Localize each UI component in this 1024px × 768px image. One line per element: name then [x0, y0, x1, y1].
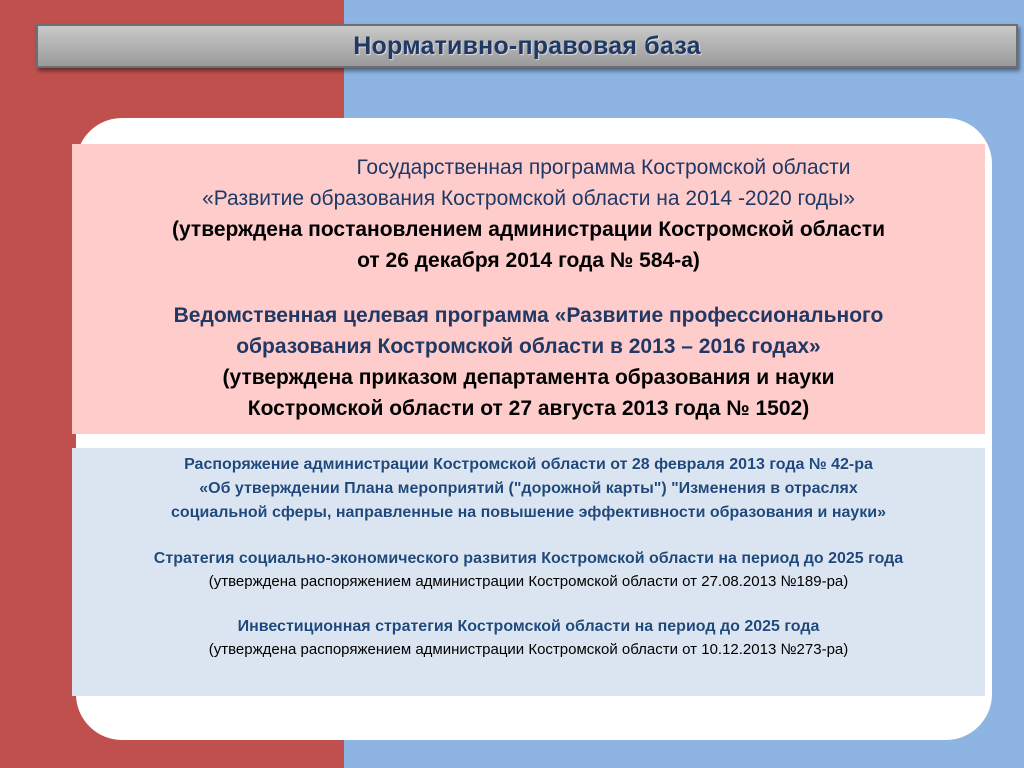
spacer [72, 525, 985, 547]
documents-box [72, 448, 985, 696]
program2-name: образования Костромской области в 2013 – 2016 годах» [236, 335, 821, 358]
slide-title: Нормативно-правовая база [353, 31, 701, 60]
doc2-title: Стратегия социально-экономического развития Костромской области на период до 2025 года [153, 550, 904, 567]
program2-approval-line1: (утверждена приказом департамента образования и науки [222, 366, 835, 389]
doc3-note: (утверждена распоряжением администрации Костромской области от 10.12.2013 №273-ра) [208, 641, 849, 658]
program2-approval-line2: Костромской области от 27 августа 2013 года № 1502) [247, 397, 810, 420]
doc1-line1: Распоряжение администрации Костромской области от 28 февраля 2013 года № 42-ра [184, 456, 873, 473]
program1-approval-line1: (утверждена постановлением администрации Костромской области [171, 218, 885, 241]
program1-title: Государственная программа Костромской области [356, 156, 851, 179]
programs-box [72, 144, 985, 434]
title-bar [36, 24, 1018, 68]
doc1-line3: социальной сферы, направленные на повышение эффективности образования и науки» [170, 504, 887, 521]
spacer [72, 276, 985, 300]
doc3-title: Инвестиционная стратегия Костромской области на период до 2025 года [237, 618, 820, 635]
program1-name: «Развитие образования Костромской области на 2014 -2020 годы» [202, 187, 855, 210]
doc2-note: (утверждена распоряжением администрации Костромской области от 27.08.2013 №189-ра) [208, 573, 849, 590]
program1-approval-line2: от 26 декабря 2014 года № 584-а) [357, 249, 700, 272]
program2-title: Ведомственная целевая программа «Развитие профессионального [173, 304, 884, 327]
doc1-line2: «Об утверждении Плана мероприятий ("дорожной карты") "Изменения в отраслях [199, 480, 858, 497]
spacer [72, 593, 985, 615]
